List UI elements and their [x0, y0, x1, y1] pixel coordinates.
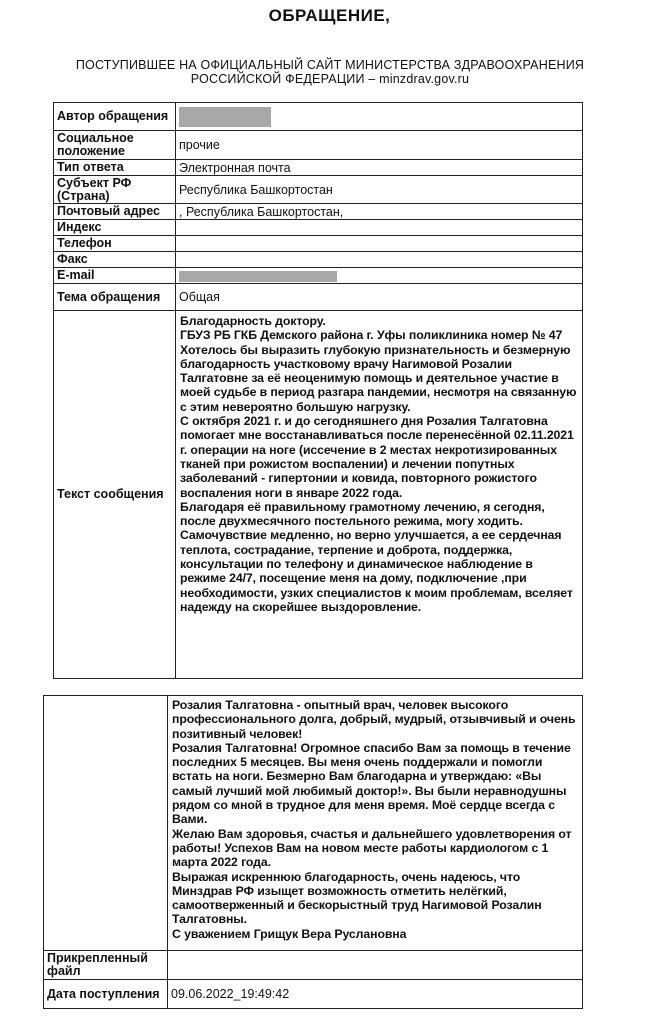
- row-phone: [54, 236, 583, 252]
- email-label: E-mail: [54, 268, 176, 284]
- appeal-table-page-1: [53, 102, 583, 679]
- email-value: [176, 268, 583, 284]
- message-paragraph: Желаю Вам здоровья, счастья и дальнейшего удовлетворения от работы! Успехов Вам на новом месте работы кардиологом с 1 марта 2022 года.: [172, 826, 572, 870]
- reply-type-value: Электронная почта: [176, 160, 583, 176]
- message-paragraph: Хотелось бы выразить глубокую признательность и безмерную благодарность участковому врачу Нагимовой Розалии Талгатовне за её неоценимую помощь и деятельное участие в моей судьбе в период разгара пандемии, несмотря на связанную с этим невероятно большую нагрузку.: [180, 342, 577, 414]
- message-paragraph: Самочувствие медленно, но верно улучшается, а ее сердечная теплота, сострадание, терпение и доброта, поддержка, консультации по телефону и динамическое наблюдение в режиме 24/7, посещение меня на дому, подключение ,при необходимости, узких специалистов к моим проблемам, вселяет надежду на скорейшее выздоровление.: [180, 528, 573, 614]
- document-subtitle: [40, 58, 620, 86]
- message-paragraph: ГБУЗ РБ ГКБ Демского района г. Уфы поликлиника номер № 47: [180, 328, 563, 343]
- message-label-continued: [44, 696, 168, 951]
- attachment-value: [168, 951, 583, 980]
- fax-label: Факс: [54, 252, 176, 268]
- index-value: [176, 220, 583, 236]
- row-email: [54, 268, 583, 284]
- date-label: Дата поступления: [44, 980, 168, 1009]
- row-postal: [54, 204, 583, 220]
- row-date: [44, 980, 583, 1009]
- message-paragraph: Розалия Талгатовна - опытный врач, человек высокого профессионального долга, добрый, мудрый, отзывчивый и очень позитивный человек!: [172, 698, 576, 741]
- message-cell-part-1: [176, 311, 583, 679]
- message-cell-part-2: [168, 696, 583, 951]
- message-paragraph: С уважением Грищук Вера Руслановна: [172, 926, 407, 941]
- email-redaction: [179, 271, 337, 282]
- message-paragraph: Розалия Талгатовна! Огромное спасибо Вам за помощь в течение последних 5 месяцев. Вы меня очень поддержали и помогли встать на ноги. Безмерно Вам благодарна и утверждаю: «Вы самый лучший мой любимый доктор!». Вы были неравнодушны рядом со мной в трудное для меня время. Моё сердце всегда с Вами.: [172, 740, 571, 827]
- reply-type-label: Тип ответа: [54, 160, 176, 176]
- author-value: [176, 103, 583, 131]
- row-reply-type: [54, 160, 583, 176]
- region-value: Республика Башкортостан: [176, 176, 583, 204]
- attachment-label: Прикрепленный файл: [44, 951, 168, 980]
- social-label: Социальное положение: [54, 131, 176, 160]
- message-paragraph: Благодарность доктору.: [180, 314, 326, 328]
- message-paragraph: С октября 2021 г. и до сегодняшнего дня Розалия Талгатовна помогает мне восстанавливаться после перенесённой 02.11.2021 г. операции на ноге (иссечение в 2 местах некротизированных тканей при рожистом воспалении) и лечении попутных заболеваний - гипертонии и ковида, повторного рожистого воспаления ноги в январе 2022 года.: [180, 414, 574, 500]
- message-paragraph: Благодаря её правильному грамотному лечению, я сегодня, после двухмесячного постельного режима, могу ходить.: [180, 499, 545, 529]
- subtitle-line-2: РОССИЙСКОЙ ФЕДЕРАЦИИ – minzdrav.gov.ru: [190, 72, 470, 86]
- message-text-part-1: [180, 314, 578, 614]
- phone-label: Телефон: [54, 236, 176, 252]
- appeal-table-page-2: [43, 695, 583, 1009]
- row-region: [54, 176, 583, 204]
- fax-value: [176, 252, 583, 268]
- row-message: [54, 311, 583, 679]
- phone-value: [176, 236, 583, 252]
- message-label: Текст сообщения: [54, 311, 176, 679]
- row-index: [54, 220, 583, 236]
- subtitle-line-1: ПОСТУПИВШЕЕ НА ОФИЦИАЛЬНЫЙ САЙТ МИНИСТЕРСТВА ЗДРАВООХРАНЕНИЯ: [75, 58, 585, 72]
- index-label: Индекс: [54, 220, 176, 236]
- row-topic: [54, 284, 583, 311]
- row-message-continued: [44, 696, 583, 951]
- social-value: прочие: [176, 131, 583, 160]
- postal-value: , Республика Башкортостан,: [176, 204, 583, 220]
- postal-label: Почтовый адрес: [54, 204, 176, 220]
- author-label: Автор обращения: [54, 103, 176, 131]
- row-fax: [54, 252, 583, 268]
- topic-value: Общая: [176, 284, 583, 311]
- region-label: Субъект РФ (Страна): [54, 176, 176, 204]
- row-social: [54, 131, 583, 160]
- message-text-part-2: [172, 698, 578, 941]
- row-author: [54, 103, 583, 131]
- date-value: 09.06.2022_19:49:42: [168, 980, 583, 1009]
- message-paragraph: Выражая искреннюю благодарность, очень надеюсь, что Минздрав РФ изыщет возможность отметить нелёгкий, самоотверженный и бескорыстный труд Нагимовой Розалин Талгатовны.: [172, 869, 542, 927]
- topic-label: Тема обращения: [54, 284, 176, 311]
- row-attachment: [44, 951, 583, 980]
- author-redaction: [179, 107, 271, 127]
- document-title: ОБРАЩЕНИЕ,: [268, 6, 391, 25]
